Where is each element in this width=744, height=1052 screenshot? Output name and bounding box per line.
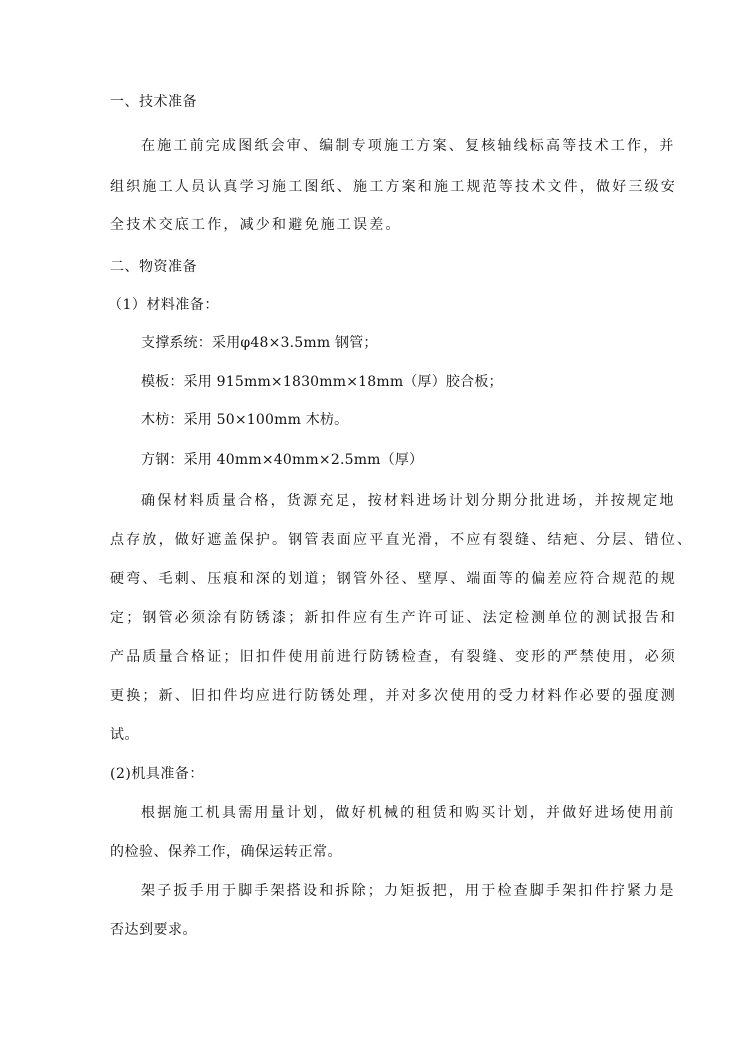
subsection-heading-machinery: (2)机具准备： [110,766,204,782]
paragraph-line: 定；钢管必须涂有防锈漆；新扣件应有生产许可证、法定检测单位的测试报告和 [110,610,677,626]
material-item: 模板：采用 915mm×1830mm×18mm（厚）胶合板； [141,374,503,390]
section-heading-materials: 二、物资准备 [110,259,197,275]
paragraph-line: 更换；新、旧扣件均应进行防锈处理，并对多次使用的受力材料作必要的强度测 [110,688,677,704]
material-item: 方钢：采用 40mm×40mm×2.5mm（厚） [141,452,424,468]
paragraph-line: 点存放，做好遮盖保护。钢管表面应平直光滑，不应有裂缝、结疤、分层、错位、 [110,532,694,548]
section-heading-technical: 一、技术准备 [110,94,197,110]
paragraph-line: 全技术交底工作，减少和避免施工误差。 [110,217,402,233]
paragraph-line: 组织施工人员认真学习施工图纸、施工方案和施工规范等技术文件，做好三级安 [110,179,677,195]
paragraph-line: 产品质量合格证；旧扣件使用前进行防锈检查，有裂缝、变形的严禁使用，必须 [110,649,677,665]
paragraph-line: 的检验、保养工作，确保运转正常。 [110,844,342,860]
paragraph-line: 架子扳手用于脚手架搭设和拆除；力矩扳把，用于检查脚手架扣件拧紧力是 [141,883,676,899]
paragraph-line: 硬弯、毛刺、压痕和深的划道；钢管外径、壁厚、端面等的偏差应符合规范的规 [110,571,677,587]
paragraph-line: 确保材料质量合格，货源充足，按材料进场计划分期分批进场，并按规定地 [141,493,676,509]
paragraph-line: 否达到要求。 [110,922,197,938]
material-item: 木枋：采用 50×100mm 木枋。 [141,412,349,428]
subsection-heading-materials: （1）材料准备： [108,297,219,313]
paragraph-line: 根据施工机具需用量计划，做好机械的租赁和购买计划，并做好进场使用前 [141,805,676,821]
material-item: 支撑系统：采用φ48×3.5mm 钢管； [141,335,378,351]
paragraph-line: 在施工前完成图纸会审、编制专项施工方案、复核轴线标高等技术工作，并 [141,138,676,154]
paragraph-line: 试。 [110,727,139,743]
